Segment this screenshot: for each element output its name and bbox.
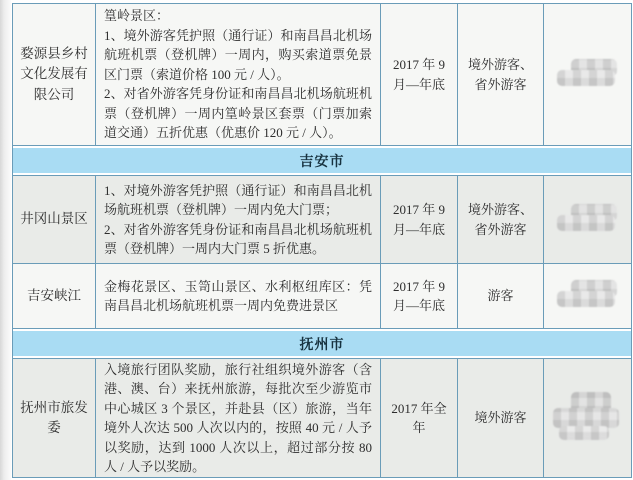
policy-paragraph: 篁岭景区： bbox=[104, 8, 170, 24]
audience-text: 境外游客、省外游客 bbox=[467, 202, 533, 237]
redacted-cell bbox=[544, 359, 631, 477]
org-cell bbox=[13, 359, 96, 477]
table-row bbox=[13, 359, 631, 477]
policy-cell bbox=[96, 359, 381, 477]
redacted-cell bbox=[544, 264, 631, 328]
table-row bbox=[13, 264, 631, 329]
redacted-cell bbox=[544, 4, 631, 145]
org-cell bbox=[13, 4, 96, 145]
policy-paragraph: 入境旅行团队奖励，旅行社组织境外游客（含港、澳、台）来抚州旅游，每批次至少游览市中心城区 3 个景区，并赴县（区）旅游，当年境外人次达 500 人次以内的，按照 40 元 / 人予以奖励，达到 1000 人次以上，超过部分按 80 人 / 人予以奖励。 bbox=[104, 361, 372, 474]
redacted-mosaic bbox=[553, 392, 623, 444]
policy-paragraph: 2、对省外游客凭身份证和南昌昌北机场航班机票（登机牌）一周内篁岭景区套票（门票加索道交通）五折优惠（优惠价 120 元 / 人）。 bbox=[104, 86, 372, 141]
redacted-block bbox=[557, 291, 615, 307]
period-text: 2017 年 9 月—年底 bbox=[392, 202, 445, 237]
audience-cell bbox=[458, 4, 544, 145]
redacted-mosaic bbox=[557, 280, 619, 312]
org-name: 婺源县乡村文化发展有限公司 bbox=[20, 46, 88, 102]
org-cell bbox=[13, 264, 96, 328]
redacted-block bbox=[559, 426, 609, 440]
period-cell bbox=[381, 4, 458, 145]
table-row bbox=[13, 4, 631, 146]
page-left-edge bbox=[0, 0, 11, 480]
city-section-header bbox=[13, 146, 631, 176]
period-text: 2017 年 9 月—年底 bbox=[392, 278, 445, 313]
redacted-mosaic bbox=[557, 59, 619, 91]
policy-paragraph: 2、对省外游客凭身份证和南昌昌北机场航班机票（登机牌）一周内大门票 5 折优惠。 bbox=[104, 221, 372, 256]
policy-paragraph: 1、境外游客凭护照（通行证）和南昌昌北机场航班机票（登机牌）一周内，购买索道票免景区门票（索道价格 100 元 / 人）。 bbox=[104, 27, 372, 82]
period-text: 2017 年全年 bbox=[391, 400, 447, 435]
org-name: 井冈山景区 bbox=[20, 211, 88, 227]
table-row bbox=[13, 176, 631, 264]
redacted-block bbox=[557, 215, 615, 231]
city-section-header bbox=[13, 329, 631, 359]
period-cell bbox=[381, 264, 458, 328]
city-name: 吉安市 bbox=[13, 148, 631, 173]
org-cell bbox=[13, 176, 96, 263]
audience-cell bbox=[458, 176, 544, 263]
audience-text: 游客 bbox=[487, 288, 514, 304]
period-cell bbox=[381, 176, 458, 263]
audience-text: 境外游客、省外游客 bbox=[467, 57, 533, 92]
city-name: 抚州市 bbox=[13, 331, 631, 356]
tourism-incentive-table bbox=[12, 3, 632, 478]
policy-cell bbox=[96, 264, 381, 328]
org-name: 吉安峡江 bbox=[27, 287, 81, 303]
policy-paragraph: 1、对境外游客凭护照（通行证）和南昌昌北机场航班机票（登机牌）一周内免大门票； bbox=[104, 182, 372, 217]
org-name: 抚州市旅发委 bbox=[20, 399, 88, 435]
audience-text: 境外游客 bbox=[474, 410, 527, 426]
redacted-block bbox=[553, 408, 619, 428]
redacted-block bbox=[557, 70, 615, 86]
audience-cell bbox=[458, 264, 544, 328]
period-cell bbox=[381, 359, 458, 477]
policy-cell bbox=[96, 176, 381, 263]
redacted-cell bbox=[544, 176, 631, 263]
audience-cell bbox=[458, 359, 544, 477]
policy-paragraph: 金梅花景区、玉笥山景区、水利枢纽库区：凭南昌昌北机场航班机票一周内免费进景区 bbox=[104, 278, 372, 313]
redacted-mosaic bbox=[557, 204, 619, 236]
period-text: 2017 年 9 月—年底 bbox=[392, 57, 445, 92]
policy-cell bbox=[96, 4, 381, 145]
